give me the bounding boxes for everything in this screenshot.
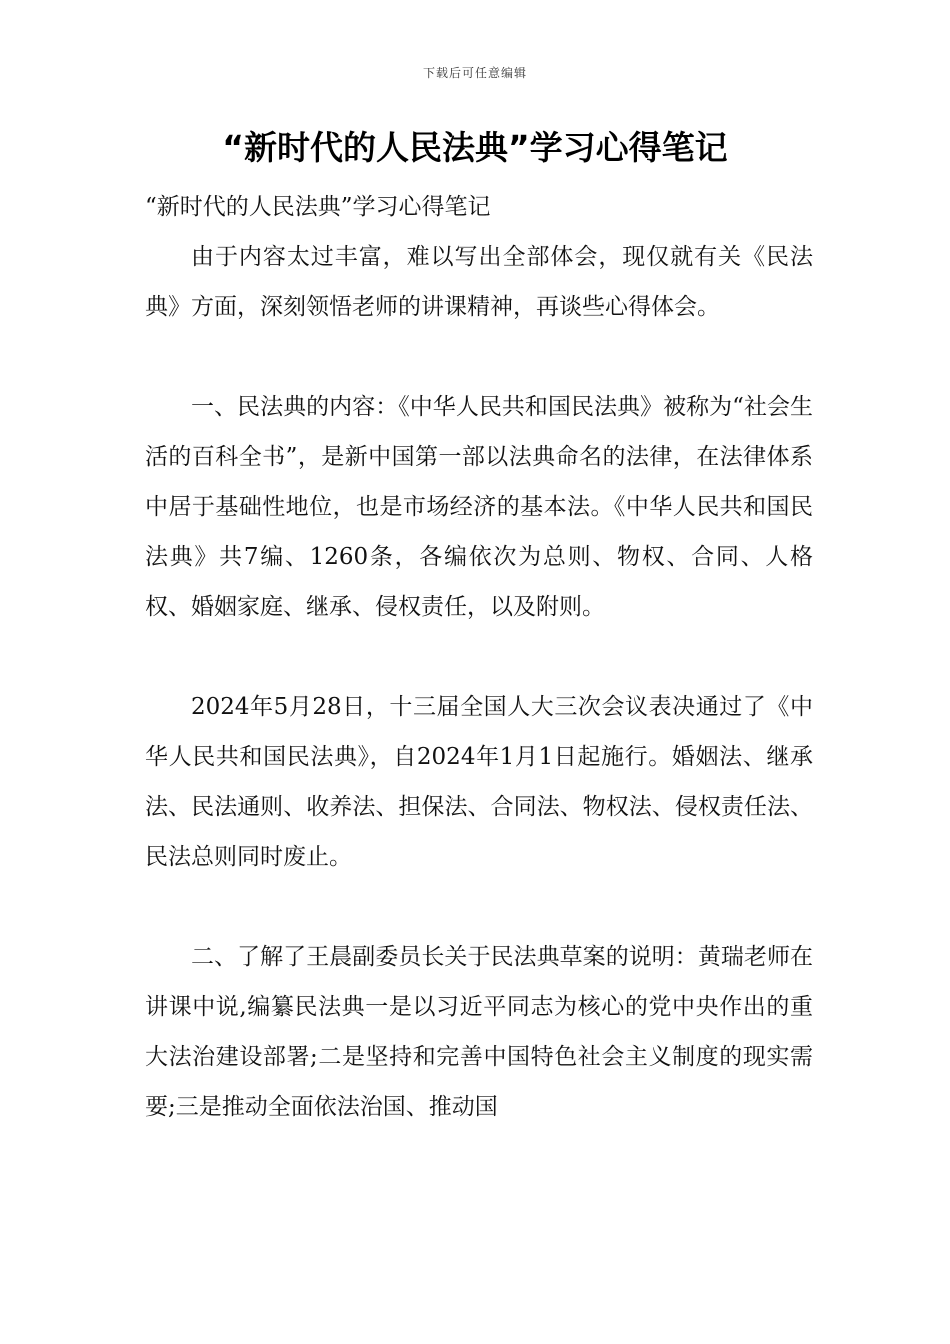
paragraph-spacer bbox=[145, 632, 813, 682]
paragraph-adoption: 2024年5月28日，十三届全国人大三次会议表决通过了《中华人民共和国民法典》，自2024年1月1日起施行。婚姻法、继承法、民法通则、收养法、担保法、合同法、物权法、侵权责任法、民法总则同时废止。 bbox=[145, 694, 813, 870]
document-title: “新时代的人民法典”学习心得笔记 bbox=[222, 128, 728, 167]
header-note: 下载后可任意编辑 bbox=[422, 66, 527, 80]
document-body bbox=[145, 182, 813, 1132]
paragraph-spacer bbox=[145, 882, 813, 932]
document-subtitle: “新时代的人民法典”学习心得笔记 bbox=[145, 194, 491, 220]
paragraph-section-two: 二、了解了王晨副委员长关于民法典草案的说明：黄瑞老师在讲课中说,编纂民法典一是以习近平同志为核心的党中央作出的重大法治建设部署;二是坚持和完善中国特色社会主义制度的现实需要;三是推动全面依法治国、推动国 bbox=[145, 944, 813, 1120]
paragraph-intro: 由于内容太过丰富，难以写出全部体会，现仅就有关《民法典》方面，深刻领悟老师的讲课精神，再谈些心得体会。 bbox=[145, 244, 813, 320]
paragraph-spacer bbox=[145, 332, 813, 382]
paragraph-section-one: 一、民法典的内容：《中华人民共和国民法典》被称为“社会生活的百科全书”，是新中国第一部以法典命名的法律，在法律体系中居于基础性地位，也是市场经济的基本法。《中华人民共和国民法典》共7编、1260条，各编依次为总则、物权、合同、人格权、婚姻家庭、继承、侵权责任，以及附则。 bbox=[145, 394, 813, 620]
